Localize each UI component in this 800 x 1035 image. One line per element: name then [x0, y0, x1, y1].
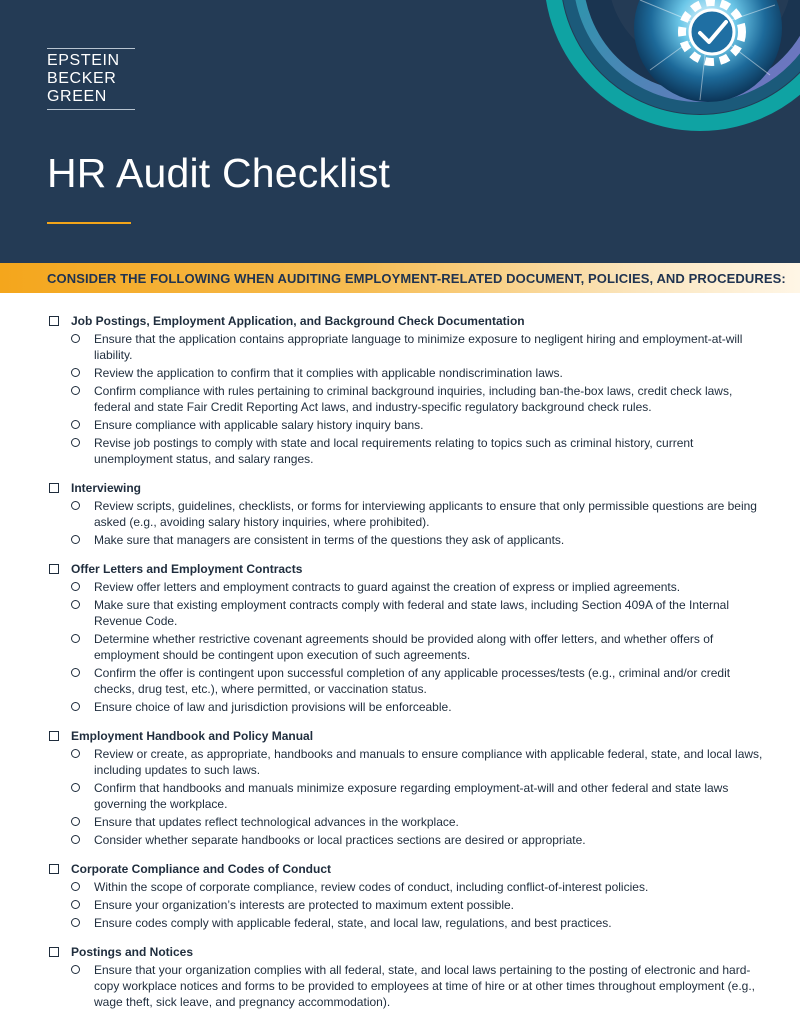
checkbox-icon[interactable] [49, 316, 59, 326]
checklist-section [47, 480, 772, 548]
logo-rule-bottom [47, 109, 135, 110]
section-heading-text: Corporate Compliance and Codes of Conduct [71, 862, 332, 876]
checkbox-icon[interactable] [49, 564, 59, 574]
section-heading [47, 944, 772, 960]
circle-bullet-icon [71, 634, 80, 643]
list-item-text: Confirm that handbooks and manuals minimize exposure regarding employment-at-will and other federal and state laws governing the workplace. [94, 781, 729, 811]
list-item-text: Confirm compliance with rules pertaining to criminal background inquiries, including ban-the-box laws, credit check laws, federal and state Fair Credit Reporting Act laws, and industry-specific regulatory background check rules. [94, 384, 733, 414]
section-heading-text: Job Postings, Employment Application, and Background Check Documentation [71, 314, 525, 328]
circle-bullet-icon [71, 918, 80, 927]
list-item [71, 897, 772, 913]
logo-word: GREEN [47, 88, 107, 105]
list-item-text: Review offer letters and employment contracts to guard against the creation of express or implied agreements. [94, 580, 681, 594]
list-item [71, 962, 772, 1010]
circle-bullet-icon [71, 501, 80, 510]
list-item [71, 814, 772, 830]
section-heading [47, 313, 772, 329]
list-item-text: Ensure that your organization complies with all federal, state, and local laws pertaining to the posting of electronic and hard-copy workplace notices and forms to be provided to employees at time of hire or at other times throughout employment (e.g., wage theft, sick leave, and pregnancy accommodation). [94, 963, 756, 1009]
list-item [71, 832, 772, 848]
list-item-text: Make sure that managers are consistent in terms of the questions they ask of applicants. [94, 533, 565, 547]
header [0, 0, 800, 263]
list-item [71, 665, 772, 697]
circle-bullet-icon [71, 702, 80, 711]
section-items [47, 746, 772, 848]
checkbox-icon[interactable] [49, 731, 59, 741]
list-item [71, 365, 772, 381]
section-items [47, 579, 772, 715]
circle-bullet-icon [71, 900, 80, 909]
circle-bullet-icon [71, 817, 80, 826]
list-item [71, 746, 772, 778]
list-item-text: Determine whether restrictive covenant agreements should be provided along with offer letters, and whether offers of employment should be contingent upon execution of such agreements. [94, 632, 714, 662]
circle-bullet-icon [71, 668, 80, 677]
list-item [71, 417, 772, 433]
list-item-text: Ensure your organization’s interests are protected to maximum extent possible. [94, 898, 514, 912]
page-title: HR Audit Checklist [47, 150, 391, 196]
circle-bullet-icon [71, 749, 80, 758]
list-item [71, 498, 772, 530]
list-item-text: Revise job postings to comply with state and local requirements relating to topics such as criminal history, current unemployment status, and salary ranges. [94, 436, 694, 466]
checklist-section [47, 861, 772, 931]
circle-bullet-icon [71, 420, 80, 429]
checklist [47, 313, 772, 1023]
section-heading-text: Offer Letters and Employment Contracts [71, 562, 303, 576]
section-heading [47, 861, 772, 877]
logo-word: BECKER [47, 70, 117, 87]
list-item-text: Review or create, as appropriate, handbooks and manuals to ensure compliance with applicable federal, state, and local laws, including updates to such laws. [94, 747, 763, 777]
list-item [71, 597, 772, 629]
checkbox-icon[interactable] [49, 483, 59, 493]
checklist-section [47, 944, 772, 1010]
circle-bullet-icon [71, 783, 80, 792]
list-item [71, 532, 772, 548]
circle-bullet-icon [71, 582, 80, 591]
checklist-section [47, 313, 772, 467]
list-item-text: Within the scope of corporate compliance, review codes of conduct, including conflict-of-interest policies. [94, 880, 649, 894]
banner [0, 263, 800, 293]
company-logo [47, 45, 135, 113]
list-item-text: Ensure choice of law and jurisdiction provisions will be enforceable. [94, 700, 452, 714]
circle-bullet-icon [71, 965, 80, 974]
section-heading-text: Employment Handbook and Policy Manual [71, 729, 314, 743]
list-item [71, 631, 772, 663]
logo-rule-top [47, 48, 135, 49]
section-items [47, 879, 772, 931]
list-item [71, 331, 772, 363]
list-item [71, 579, 772, 595]
title-underline [47, 222, 131, 224]
checkbox-icon[interactable] [49, 864, 59, 874]
checklist-section [47, 561, 772, 715]
section-items [47, 962, 772, 1010]
list-item-text: Ensure codes comply with applicable federal, state, and local law, regulations, and best practices. [94, 916, 612, 930]
circle-bullet-icon [71, 386, 80, 395]
list-item-text: Confirm the offer is contingent upon successful completion of any applicable processes/tests (e.g., criminal and/or credit checks, drug test, etc.), where permitted, or vaccination status. [94, 666, 731, 696]
circle-bullet-icon [71, 438, 80, 447]
list-item-text: Make sure that existing employment contracts comply with federal and state laws, including Section 409A of the Internal Revenue Code. [94, 598, 730, 628]
list-item [71, 699, 772, 715]
checklist-section [47, 728, 772, 848]
banner-text: CONSIDER THE FOLLOWING WHEN AUDITING EMPLOYMENT-RELATED DOCUMENT, POLICIES, AND PROCEDURES: [47, 271, 786, 286]
circle-bullet-icon [71, 368, 80, 377]
circle-bullet-icon [71, 535, 80, 544]
list-item [71, 780, 772, 812]
section-heading-text: Interviewing [71, 481, 142, 495]
section-heading-text: Postings and Notices [71, 945, 194, 959]
list-item [71, 879, 772, 895]
list-item [71, 435, 772, 467]
circle-bullet-icon [71, 334, 80, 343]
circle-bullet-icon [71, 600, 80, 609]
logo-word: EPSTEIN [47, 52, 120, 69]
list-item [71, 915, 772, 931]
checkbox-icon[interactable] [49, 947, 59, 957]
list-item-text: Ensure that updates reflect technological advances in the workplace. [94, 815, 459, 829]
list-item [71, 383, 772, 415]
section-heading [47, 728, 772, 744]
section-heading [47, 480, 772, 496]
list-item-text: Consider whether separate handbooks or local practices sections are desired or appropriate. [94, 833, 586, 847]
circle-bullet-icon [71, 835, 80, 844]
section-heading [47, 561, 772, 577]
list-item-text: Review the application to confirm that it complies with applicable nondiscrimination laws. [94, 366, 563, 380]
circle-bullet-icon [71, 882, 80, 891]
list-item-text: Ensure that the application contains appropriate language to minimize exposure to negligent hiring and employment-at-will liability. [94, 332, 743, 362]
list-item-text: Ensure compliance with applicable salary history inquiry bans. [94, 418, 424, 432]
section-items [47, 331, 772, 467]
list-item-text: Review scripts, guidelines, checklists, or forms for interviewing applicants to ensure that only permissible questions are being asked (e.g., avoiding salary history inquiries, where prohibited). [94, 499, 757, 529]
section-items [47, 498, 772, 548]
